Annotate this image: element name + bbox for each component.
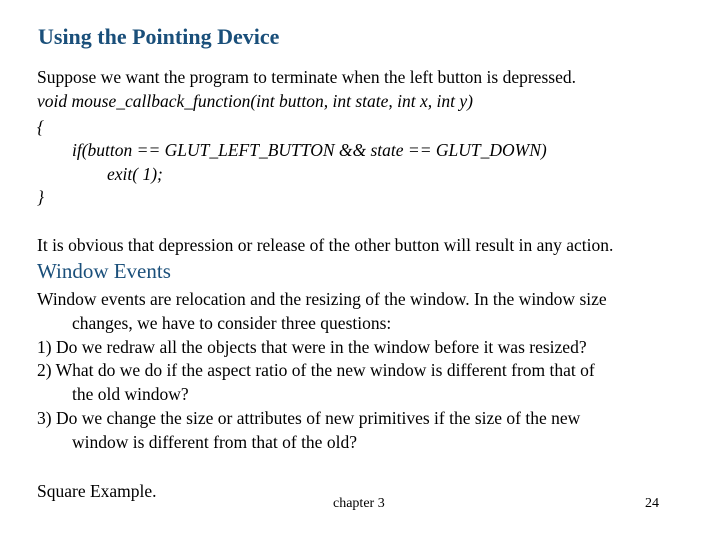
code-signature: void mouse_callback_function(int button, int state, int x, int y)	[37, 91, 473, 111]
footer-page-number: 24	[645, 496, 659, 511]
code-open-brace: {	[37, 117, 44, 137]
window-events-line: changes, we have to consider three questions:	[72, 313, 392, 333]
code-close-brace: }	[37, 187, 44, 207]
window-events-question-2-cont: the old window?	[72, 384, 189, 404]
footer-chapter: chapter 3	[333, 496, 385, 511]
intro-text: Suppose we want the program to terminate when the left button is depressed.	[37, 67, 576, 87]
slide-title: Using the Pointing Device	[38, 24, 280, 49]
window-events-question-1: 1) Do we redraw all the objects that were in the window before it was resized?	[37, 337, 587, 357]
window-events-question-3-cont: window is different from that of the old?	[72, 432, 357, 452]
window-events-question-3: 3) Do we change the size or attributes of new primitives if the size of the new	[37, 408, 581, 428]
code-if-line: if(button == GLUT_LEFT_BUTTON && state == GLUT_DOWN)	[72, 140, 547, 160]
window-events-question-2: 2) What do we do if the aspect ratio of the new window is different from that of	[37, 360, 595, 380]
window-events-line: Window events are relocation and the resizing of the window. In the window size	[37, 289, 607, 309]
code-exit-line: exit( 1);	[107, 164, 163, 184]
note-text: It is obvious that depression or release of the other button will result in any action.	[37, 235, 614, 255]
closing-text: Square Example.	[37, 481, 157, 501]
window-events-heading: Window Events	[37, 259, 171, 283]
